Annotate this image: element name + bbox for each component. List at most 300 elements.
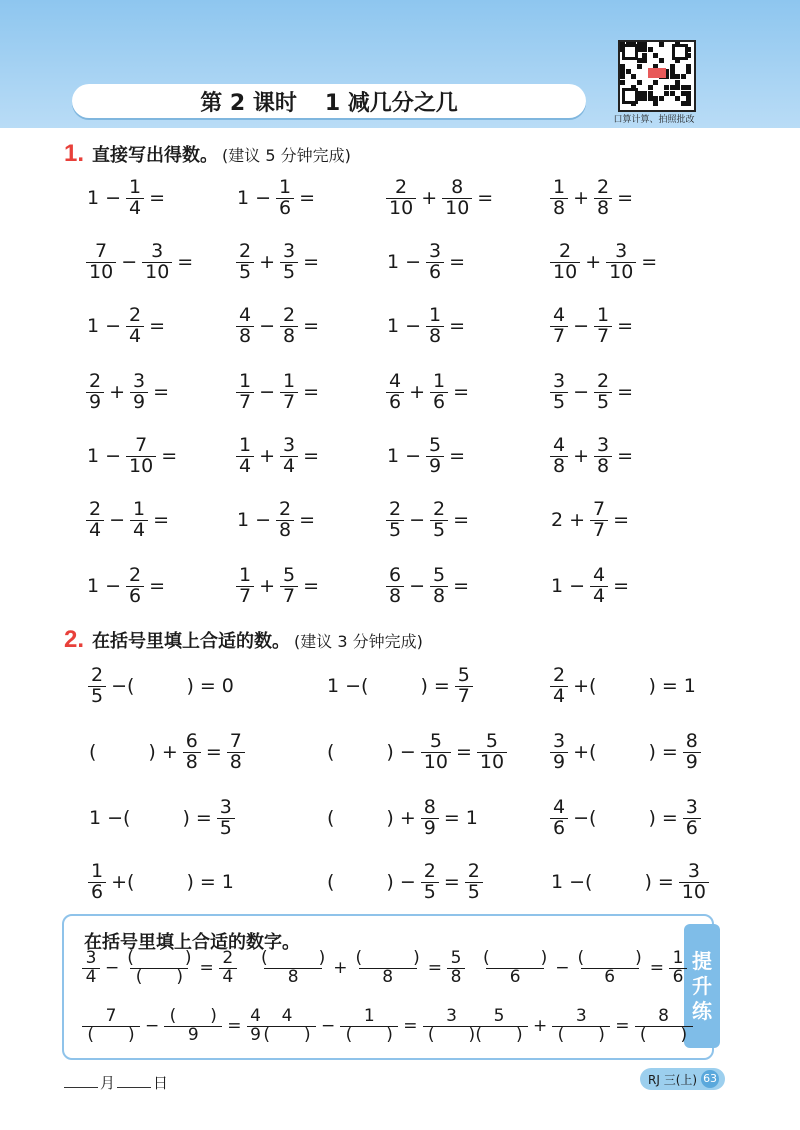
operator: − bbox=[259, 315, 276, 338]
problem-item bbox=[84, 242, 232, 283]
fraction bbox=[455, 666, 473, 707]
fraction bbox=[142, 242, 172, 283]
numerator: 2 bbox=[553, 664, 566, 686]
fraction bbox=[126, 566, 144, 607]
problem-item bbox=[384, 242, 504, 283]
numerator: ( ) bbox=[127, 948, 192, 968]
denominator: 6 bbox=[88, 882, 106, 903]
numerator: 3 bbox=[597, 434, 610, 456]
fraction bbox=[386, 566, 404, 607]
fill-blank[interactable] bbox=[137, 870, 183, 894]
equals-sign: = bbox=[149, 187, 166, 210]
equals-sign: = bbox=[453, 381, 470, 404]
fraction bbox=[164, 1008, 222, 1045]
fill-blank[interactable] bbox=[133, 806, 179, 830]
operator: − bbox=[105, 575, 122, 598]
fraction bbox=[594, 306, 612, 347]
denominator: 9 bbox=[164, 1026, 222, 1045]
equals-sign: = bbox=[617, 445, 634, 468]
lesson-topic: 1 减几分之几 bbox=[324, 90, 458, 116]
fraction bbox=[430, 372, 448, 413]
fraction bbox=[126, 436, 156, 477]
denominator: 6 bbox=[276, 198, 294, 219]
token: ( bbox=[327, 871, 335, 894]
denominator: 10 bbox=[86, 262, 116, 283]
problem-item bbox=[548, 500, 668, 541]
date-field[interactable] bbox=[62, 1072, 168, 1093]
equals-sign: = bbox=[477, 187, 494, 210]
denominator: 6 bbox=[486, 968, 544, 987]
fraction bbox=[635, 1008, 693, 1045]
fraction bbox=[236, 372, 254, 413]
denominator: 5 bbox=[550, 392, 568, 413]
fill-blank[interactable] bbox=[599, 806, 645, 830]
denominator: 8 bbox=[550, 198, 568, 219]
numerator: 4 bbox=[553, 434, 566, 456]
fraction bbox=[280, 306, 298, 347]
numerator: 1 bbox=[239, 434, 252, 456]
answer-blank[interactable] bbox=[468, 314, 504, 338]
equals-sign: = bbox=[177, 251, 194, 274]
denominator: 10 bbox=[421, 752, 451, 773]
fraction bbox=[82, 1008, 140, 1045]
denominator: 4 bbox=[130, 520, 148, 541]
problem-item bbox=[548, 566, 668, 607]
fraction bbox=[430, 566, 448, 607]
fill-blank[interactable] bbox=[337, 740, 383, 764]
denominator: 6 bbox=[386, 392, 404, 413]
fraction bbox=[550, 666, 568, 707]
operator: + bbox=[409, 381, 426, 404]
equals-sign: = bbox=[303, 575, 320, 598]
denominator: 8 bbox=[359, 968, 417, 987]
token: = bbox=[199, 871, 216, 894]
fraction bbox=[683, 798, 701, 839]
operator: + bbox=[573, 445, 590, 468]
numerator: 1 bbox=[283, 370, 296, 392]
answer-blank[interactable] bbox=[636, 380, 672, 404]
denominator: 5 bbox=[236, 262, 254, 283]
fill-blank[interactable] bbox=[599, 740, 645, 764]
token: ) bbox=[186, 871, 194, 894]
denominator: 7 bbox=[280, 392, 298, 413]
numerator: ( ) bbox=[483, 948, 548, 968]
denominator: 8 bbox=[236, 326, 254, 347]
fraction bbox=[470, 1008, 528, 1045]
denominator: 8 bbox=[183, 752, 201, 773]
fraction bbox=[124, 950, 194, 987]
fraction bbox=[426, 436, 444, 477]
problem-item bbox=[384, 306, 504, 347]
equals-sign: = bbox=[613, 509, 630, 532]
operator: + bbox=[585, 251, 602, 274]
numerator: 2 bbox=[395, 176, 408, 198]
token: ) bbox=[386, 807, 394, 830]
operator: − bbox=[121, 251, 138, 274]
equals-sign: = bbox=[617, 315, 634, 338]
equals-sign: = bbox=[303, 445, 320, 468]
fill-item bbox=[548, 666, 699, 707]
denominator: ( ) bbox=[552, 1026, 610, 1045]
denominator: 7 bbox=[236, 586, 254, 607]
fill-blank[interactable] bbox=[371, 674, 417, 698]
denominator: 5 bbox=[88, 686, 106, 707]
fraction bbox=[353, 950, 423, 987]
answer-blank[interactable] bbox=[468, 250, 504, 274]
token: − bbox=[105, 958, 120, 979]
problem-item bbox=[548, 372, 672, 413]
denominator: 9 bbox=[426, 456, 444, 477]
problem-item bbox=[548, 306, 672, 347]
fraction bbox=[447, 950, 465, 987]
denominator: 6 bbox=[669, 968, 687, 987]
denominator: ( ) bbox=[470, 1026, 528, 1045]
equals-sign: = bbox=[613, 575, 630, 598]
operator: + bbox=[573, 187, 590, 210]
section1-number: 1. bbox=[64, 140, 85, 167]
answer-blank[interactable] bbox=[496, 186, 532, 210]
numerator: 7 bbox=[105, 1006, 117, 1026]
operand: 1 bbox=[551, 575, 564, 598]
month-label: 月 bbox=[100, 1074, 116, 1092]
numerator: 2 bbox=[433, 498, 446, 520]
denominator: 6 bbox=[426, 262, 444, 283]
denominator: 10 bbox=[550, 262, 580, 283]
fill-item bbox=[324, 732, 509, 773]
fraction bbox=[386, 372, 404, 413]
answer-blank[interactable] bbox=[636, 444, 672, 468]
numerator: 2 bbox=[597, 370, 610, 392]
denominator: 4 bbox=[86, 520, 104, 541]
equals-sign: = bbox=[149, 315, 166, 338]
fraction bbox=[258, 1008, 316, 1045]
denominator: 9 bbox=[421, 818, 439, 839]
fraction bbox=[465, 862, 483, 903]
operator: − bbox=[409, 575, 426, 598]
fraction bbox=[280, 436, 298, 477]
numerator: 3 bbox=[553, 730, 566, 752]
equals-sign: = bbox=[617, 187, 634, 210]
numerator: 6 bbox=[389, 564, 402, 586]
token: ) bbox=[648, 741, 656, 764]
problem-item bbox=[384, 500, 508, 541]
operator: + bbox=[421, 187, 438, 210]
numerator: 5 bbox=[429, 730, 442, 752]
answer-blank[interactable] bbox=[318, 508, 354, 532]
token: = bbox=[427, 958, 443, 979]
token: = bbox=[615, 1016, 630, 1037]
answer-blank[interactable] bbox=[168, 574, 204, 598]
answer-blank[interactable] bbox=[632, 574, 668, 598]
answer-blank[interactable] bbox=[322, 314, 358, 338]
answer-blank[interactable] bbox=[472, 508, 508, 532]
operator: − bbox=[569, 575, 586, 598]
token: ) bbox=[182, 807, 190, 830]
equals-sign: = bbox=[149, 575, 166, 598]
fill-item bbox=[548, 732, 703, 773]
numerator: 3 bbox=[219, 796, 232, 818]
denominator: 7 bbox=[594, 326, 612, 347]
operator: + bbox=[569, 509, 586, 532]
fraction bbox=[183, 732, 201, 773]
operand: 1 bbox=[87, 315, 100, 338]
token: − bbox=[145, 1016, 160, 1037]
fraction bbox=[236, 566, 254, 607]
denominator: 8 bbox=[430, 586, 448, 607]
boost-equation bbox=[468, 1008, 695, 1045]
operator: − bbox=[255, 509, 272, 532]
numerator: 5 bbox=[433, 564, 446, 586]
token: ) bbox=[420, 675, 428, 698]
numerator: 7 bbox=[593, 498, 606, 520]
token: = bbox=[657, 871, 674, 894]
token: ( bbox=[327, 741, 335, 764]
numerator: 2 bbox=[597, 176, 610, 198]
numerator: 1 bbox=[433, 370, 446, 392]
denominator: 10 bbox=[606, 262, 636, 283]
answer-blank[interactable] bbox=[636, 314, 672, 338]
equals-sign: = bbox=[449, 315, 466, 338]
fraction bbox=[669, 950, 687, 987]
section1-title: 直接写出得数。 bbox=[92, 145, 219, 166]
boost-equation bbox=[80, 1008, 267, 1045]
boost-title: 在括号里填上合适的数字。 bbox=[84, 932, 300, 953]
problem-item bbox=[384, 178, 532, 219]
problem-item bbox=[234, 178, 354, 219]
operator: − bbox=[405, 445, 422, 468]
fraction bbox=[430, 500, 448, 541]
denominator: 5 bbox=[280, 262, 298, 283]
fill-blank[interactable] bbox=[599, 674, 645, 698]
operator: + bbox=[259, 251, 276, 274]
denominator: 10 bbox=[477, 752, 507, 773]
operand: 1 bbox=[387, 445, 400, 468]
equals-sign: = bbox=[153, 509, 170, 532]
fraction bbox=[219, 950, 237, 987]
equals-sign: = bbox=[161, 445, 178, 468]
fraction bbox=[590, 566, 608, 607]
denominator: 6 bbox=[550, 818, 568, 839]
operand: 1 bbox=[87, 187, 100, 210]
numerator: 7 bbox=[135, 434, 148, 456]
denominator: 4 bbox=[236, 456, 254, 477]
token: − bbox=[555, 958, 570, 979]
numerator: 3 bbox=[429, 240, 442, 262]
qr-code-icon[interactable] bbox=[618, 40, 696, 112]
equals-sign: = bbox=[303, 315, 320, 338]
problem-item bbox=[384, 566, 508, 607]
problem-item bbox=[384, 372, 508, 413]
operand: 1 bbox=[237, 187, 250, 210]
denominator: 4 bbox=[590, 586, 608, 607]
section2-heading bbox=[64, 626, 423, 654]
numerator: 1 bbox=[239, 370, 252, 392]
fraction bbox=[130, 500, 148, 541]
boost-tab-char: 练 bbox=[692, 998, 712, 1023]
fill-item bbox=[548, 862, 711, 903]
operand: 1 bbox=[387, 315, 400, 338]
operand: 2 bbox=[551, 509, 564, 532]
token: − bbox=[399, 741, 416, 764]
fraction bbox=[276, 500, 294, 541]
operator: − bbox=[409, 509, 426, 532]
token: 1 bbox=[89, 807, 102, 830]
fill-item bbox=[324, 798, 481, 839]
numerator: 8 bbox=[658, 1006, 669, 1026]
answer-blank[interactable] bbox=[472, 574, 508, 598]
problem-item bbox=[84, 178, 204, 219]
denominator: 5 bbox=[594, 392, 612, 413]
fraction bbox=[575, 950, 645, 987]
fraction bbox=[594, 372, 612, 413]
operator: + bbox=[259, 445, 276, 468]
numerator: 1 bbox=[672, 948, 684, 968]
token: = bbox=[199, 958, 214, 979]
token: = bbox=[443, 807, 460, 830]
answer-blank[interactable] bbox=[660, 250, 696, 274]
operator: − bbox=[573, 315, 590, 338]
operator: − bbox=[259, 381, 276, 404]
equals-sign: = bbox=[303, 381, 320, 404]
grade-tag: RJ 三(上) bbox=[648, 1072, 698, 1087]
denominator: 4 bbox=[82, 968, 100, 987]
fraction bbox=[550, 242, 580, 283]
denominator: 9 bbox=[247, 1026, 265, 1045]
fraction bbox=[606, 242, 636, 283]
fraction bbox=[86, 372, 104, 413]
answer-blank[interactable] bbox=[172, 380, 208, 404]
numerator: 4 bbox=[389, 370, 402, 392]
problem-item bbox=[548, 242, 696, 283]
numerator: 3 bbox=[85, 948, 97, 968]
answer-blank[interactable] bbox=[196, 250, 232, 274]
token: = bbox=[195, 807, 212, 830]
denominator: 8 bbox=[227, 752, 245, 773]
numerator: 3 bbox=[283, 240, 296, 262]
fill-blank[interactable] bbox=[595, 870, 641, 894]
answer-blank[interactable] bbox=[322, 250, 358, 274]
answer-blank[interactable] bbox=[322, 380, 358, 404]
answer-blank[interactable] bbox=[636, 186, 672, 210]
denominator: ( ) bbox=[635, 1026, 693, 1045]
token: −( bbox=[345, 675, 369, 698]
numerator: 2 bbox=[423, 860, 436, 882]
operator: − bbox=[105, 187, 122, 210]
token: + bbox=[399, 807, 416, 830]
answer-blank[interactable] bbox=[468, 444, 504, 468]
day-label: 日 bbox=[153, 1074, 169, 1092]
numerator: 3 bbox=[133, 370, 146, 392]
fraction bbox=[227, 732, 245, 773]
denominator: 8 bbox=[447, 968, 465, 987]
boost-tab-char: 提 bbox=[692, 948, 712, 973]
operand: 1 bbox=[387, 251, 400, 274]
answer-blank[interactable] bbox=[168, 186, 204, 210]
fraction bbox=[82, 950, 100, 987]
numerator: 4 bbox=[553, 796, 566, 818]
fraction bbox=[276, 178, 294, 219]
operator: − bbox=[573, 381, 590, 404]
fill-blank[interactable] bbox=[137, 674, 183, 698]
denominator: 7 bbox=[455, 686, 473, 707]
token: 1 bbox=[683, 675, 696, 698]
fraction bbox=[280, 242, 298, 283]
numerator: 8 bbox=[451, 176, 464, 198]
answer-blank[interactable] bbox=[472, 380, 508, 404]
fraction bbox=[280, 566, 298, 607]
problem-item bbox=[84, 500, 208, 541]
answer-blank[interactable] bbox=[322, 574, 358, 598]
section2-note: (建议 3 分钟完成) bbox=[294, 631, 423, 651]
answer-blank[interactable] bbox=[172, 508, 208, 532]
token: = bbox=[403, 1016, 418, 1037]
fill-blank[interactable] bbox=[337, 806, 383, 830]
boost-equation bbox=[256, 1008, 483, 1045]
problem-item bbox=[234, 500, 354, 541]
fraction bbox=[340, 1008, 398, 1045]
denominator: 7 bbox=[236, 392, 254, 413]
denominator: 4 bbox=[126, 198, 144, 219]
answer-blank[interactable] bbox=[180, 444, 216, 468]
problem-item bbox=[84, 566, 204, 607]
fraction bbox=[86, 500, 104, 541]
problem-item bbox=[234, 242, 358, 283]
denominator: 8 bbox=[594, 456, 612, 477]
equals-sign: = bbox=[299, 509, 316, 532]
token: ) bbox=[148, 741, 156, 764]
fraction bbox=[258, 950, 328, 987]
token: = bbox=[661, 807, 678, 830]
numerator: 3 bbox=[553, 370, 566, 392]
fill-blank[interactable] bbox=[99, 740, 145, 764]
fraction bbox=[421, 862, 439, 903]
equals-sign: = bbox=[453, 509, 470, 532]
token: = bbox=[199, 675, 216, 698]
fraction bbox=[88, 862, 106, 903]
answer-blank[interactable] bbox=[632, 508, 668, 532]
fill-item bbox=[86, 798, 237, 839]
page-tag bbox=[640, 1068, 725, 1090]
numerator: 2 bbox=[283, 304, 296, 326]
denominator: 8 bbox=[276, 520, 294, 541]
fill-item bbox=[548, 798, 703, 839]
numerator: 3 bbox=[151, 240, 164, 262]
fill-blank[interactable] bbox=[337, 870, 383, 894]
denominator: 6 bbox=[683, 818, 701, 839]
numerator: 2 bbox=[559, 240, 572, 262]
token: −( bbox=[573, 807, 597, 830]
fraction bbox=[594, 436, 612, 477]
fill-item bbox=[324, 862, 485, 903]
denominator: 5 bbox=[217, 818, 235, 839]
fraction bbox=[88, 666, 106, 707]
problem-item bbox=[548, 178, 672, 219]
fraction bbox=[386, 500, 404, 541]
token: ) bbox=[644, 871, 652, 894]
problem-item bbox=[84, 306, 204, 347]
answer-blank[interactable] bbox=[318, 186, 354, 210]
answer-blank[interactable] bbox=[322, 444, 358, 468]
numerator: 3 bbox=[687, 860, 700, 882]
fraction bbox=[442, 178, 472, 219]
denominator: 10 bbox=[679, 882, 709, 903]
fraction bbox=[421, 732, 451, 773]
fraction bbox=[280, 372, 298, 413]
answer-blank[interactable] bbox=[168, 314, 204, 338]
operand: 1 bbox=[87, 575, 100, 598]
fraction bbox=[236, 436, 254, 477]
token: −( bbox=[111, 675, 135, 698]
